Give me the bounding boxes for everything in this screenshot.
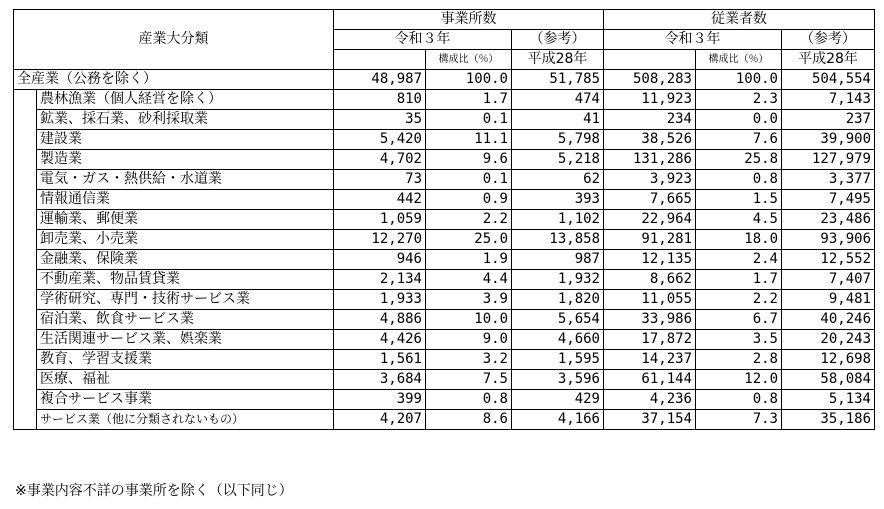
value-w-r3: 17,872 (604, 330, 696, 350)
value-e-h28: 3,596 (512, 370, 604, 390)
employees-header: 従業者数 (604, 10, 875, 30)
footnote: ※事業内容不詳の事業所を除く（以下同じ） (15, 483, 293, 499)
industry-label: 情報通信業 (37, 190, 334, 210)
indent-cell (14, 170, 37, 190)
table-row (14, 210, 875, 230)
value-w-h28: 12,552 (782, 250, 875, 270)
value-e-ratio: 0.9 (426, 190, 512, 210)
table-row (14, 230, 875, 250)
indent-cell (14, 230, 37, 250)
table-row (14, 90, 875, 110)
value-e-ratio: 3.2 (426, 350, 512, 370)
industry-label: 製造業 (37, 150, 334, 170)
table-row (14, 130, 875, 150)
industry-label: 運輸業、郵便業 (37, 210, 334, 230)
value-e-ratio: 3.9 (426, 290, 512, 310)
value-e-h28: 62 (512, 170, 604, 190)
value-e-h28: 41 (512, 110, 604, 130)
value-w-h28: 40,246 (782, 310, 875, 330)
value-e-ratio: 2.2 (426, 210, 512, 230)
industry-label: 卸売業、小売業 (37, 230, 334, 250)
value-e-r3: 12,270 (334, 230, 426, 250)
value-w-ratio: 1.7 (696, 270, 782, 290)
value-e-h28: 5,654 (512, 310, 604, 330)
value-w-ratio: 2.2 (696, 290, 782, 310)
value-w-r3: 234 (604, 110, 696, 130)
indent-cell (14, 410, 37, 430)
indent-cell (14, 110, 37, 130)
value-e-h28: 4,660 (512, 330, 604, 350)
table-row (14, 310, 875, 330)
value-w-ratio: 4.5 (696, 210, 782, 230)
total-row (14, 70, 875, 90)
value-w-h28: 7,407 (782, 270, 875, 290)
value-w-r3: 131,286 (604, 150, 696, 170)
total-establishments-h28: 51,785 (512, 70, 604, 90)
value-w-ratio: 0.8 (696, 390, 782, 410)
value-e-h28: 393 (512, 190, 604, 210)
value-w-r3: 37,154 (604, 410, 696, 430)
employees-ratio-header: 構成比（％） (696, 50, 782, 70)
establishments-header: 事業所数 (334, 10, 604, 30)
value-e-r3: 73 (334, 170, 426, 190)
table-row (14, 330, 875, 350)
value-w-r3: 12,135 (604, 250, 696, 270)
total-employees-ratio: 100.0 (696, 70, 782, 90)
industry-label: 医療、福祉 (37, 370, 334, 390)
value-e-ratio: 1.7 (426, 90, 512, 110)
employees-r3-header: 令和３年 (604, 30, 782, 50)
value-e-r3: 810 (334, 90, 426, 110)
indent-cell (14, 310, 37, 330)
value-w-r3: 14,237 (604, 350, 696, 370)
header-row-1 (14, 10, 875, 30)
value-e-h28: 13,858 (512, 230, 604, 250)
value-e-r3: 3,684 (334, 370, 426, 390)
value-e-ratio: 10.0 (426, 310, 512, 330)
total-employees-r3: 508,283 (604, 70, 696, 90)
value-w-ratio: 25.8 (696, 150, 782, 170)
value-w-ratio: 7.6 (696, 130, 782, 150)
value-e-h28: 987 (512, 250, 604, 270)
industry-label: 金融業、保険業 (37, 250, 334, 270)
value-w-ratio: 2.3 (696, 90, 782, 110)
value-w-h28: 39,900 (782, 130, 875, 150)
value-e-h28: 4,166 (512, 410, 604, 430)
value-w-ratio: 12.0 (696, 370, 782, 390)
value-e-r3: 4,886 (334, 310, 426, 330)
value-w-h28: 7,143 (782, 90, 875, 110)
value-w-r3: 61,144 (604, 370, 696, 390)
value-w-r3: 3,923 (604, 170, 696, 190)
value-w-h28: 93,906 (782, 230, 875, 250)
value-e-ratio: 11.1 (426, 130, 512, 150)
value-w-ratio: 2.4 (696, 250, 782, 270)
value-w-r3: 7,665 (604, 190, 696, 210)
employees-h28-header: 平成28年 (782, 50, 875, 70)
value-e-ratio: 9.6 (426, 150, 512, 170)
value-w-ratio: 7.3 (696, 410, 782, 430)
value-w-h28: 5,134 (782, 390, 875, 410)
total-employees-h28: 504,554 (782, 70, 875, 90)
indent-cell (14, 290, 37, 310)
establishments-h28-header: 平成28年 (512, 50, 604, 70)
value-e-r3: 4,207 (334, 410, 426, 430)
value-w-ratio: 3.5 (696, 330, 782, 350)
indent-cell (14, 270, 37, 290)
value-e-h28: 1,932 (512, 270, 604, 290)
value-e-ratio: 8.6 (426, 410, 512, 430)
industry-label: サービス業（他に分類されないもの） (37, 410, 334, 430)
industry-label: 複合サービス事業 (37, 390, 334, 410)
value-w-h28: 237 (782, 110, 875, 130)
industry-label: 宿泊業、飲食サービス業 (37, 310, 334, 330)
indent-cell (14, 190, 37, 210)
value-e-h28: 474 (512, 90, 604, 110)
value-e-ratio: 0.1 (426, 110, 512, 130)
industry-label: 農林漁業（個人経営を除く） (37, 90, 334, 110)
value-e-h28: 429 (512, 390, 604, 410)
establishments-ref-header: （参考） (512, 30, 604, 50)
industry-label: 生活関連サービス業、娯楽業 (37, 330, 334, 350)
value-e-r3: 2,134 (334, 270, 426, 290)
value-e-r3: 946 (334, 250, 426, 270)
value-e-ratio: 25.0 (426, 230, 512, 250)
value-w-r3: 11,923 (604, 90, 696, 110)
table-row (14, 410, 875, 430)
value-e-h28: 1,595 (512, 350, 604, 370)
table-row (14, 250, 875, 270)
total-establishments-ratio: 100.0 (426, 70, 512, 90)
value-e-ratio: 7.5 (426, 370, 512, 390)
value-e-r3: 442 (334, 190, 426, 210)
value-w-ratio: 0.8 (696, 170, 782, 190)
table-row (14, 170, 875, 190)
indent-cell (14, 210, 37, 230)
value-w-ratio: 2.8 (696, 350, 782, 370)
table-row (14, 370, 875, 390)
value-w-r3: 33,986 (604, 310, 696, 330)
value-w-r3: 11,055 (604, 290, 696, 310)
total-establishments-r3: 48,987 (334, 70, 426, 90)
value-e-r3: 1,933 (334, 290, 426, 310)
value-e-h28: 5,218 (512, 150, 604, 170)
table-row (14, 110, 875, 130)
table-row (14, 350, 875, 370)
value-w-ratio: 0.0 (696, 110, 782, 130)
table-row (14, 390, 875, 410)
value-w-h28: 9,481 (782, 290, 875, 310)
statistics-table (13, 9, 875, 430)
value-e-ratio: 0.8 (426, 390, 512, 410)
value-w-r3: 38,526 (604, 130, 696, 150)
indent-cell (14, 90, 37, 110)
value-e-ratio: 0.1 (426, 170, 512, 190)
value-w-h28: 3,377 (782, 170, 875, 190)
industry-label: 鉱業、採石業、砂利採取業 (37, 110, 334, 130)
indent-cell (14, 370, 37, 390)
value-w-h28: 7,495 (782, 190, 875, 210)
indent-cell (14, 390, 37, 410)
value-e-ratio: 9.0 (426, 330, 512, 350)
indent-cell (14, 150, 37, 170)
table-row (14, 150, 875, 170)
value-w-r3: 4,236 (604, 390, 696, 410)
value-w-r3: 91,281 (604, 230, 696, 250)
value-w-ratio: 6.7 (696, 310, 782, 330)
table-row (14, 290, 875, 310)
employees-ref-header: （参考） (782, 30, 875, 50)
value-e-r3: 399 (334, 390, 426, 410)
establishments-ratio-header: 構成比（％） (426, 50, 512, 70)
table-row (14, 270, 875, 290)
value-e-r3: 5,420 (334, 130, 426, 150)
indent-cell (14, 350, 37, 370)
total-label: 全産業（公務を除く） (14, 70, 334, 90)
indent-cell (14, 130, 37, 150)
value-w-h28: 12,698 (782, 350, 875, 370)
value-w-h28: 20,243 (782, 330, 875, 350)
value-w-h28: 58,084 (782, 370, 875, 390)
value-w-ratio: 1.5 (696, 190, 782, 210)
value-w-h28: 23,486 (782, 210, 875, 230)
value-e-r3: 1,059 (334, 210, 426, 230)
indent-cell (14, 330, 37, 350)
value-e-ratio: 1.9 (426, 250, 512, 270)
industry-label: 学術研究、専門・技術サービス業 (37, 290, 334, 310)
value-w-h28: 35,186 (782, 410, 875, 430)
industry-label: 教育、学習支援業 (37, 350, 334, 370)
indent-cell (14, 250, 37, 270)
value-e-r3: 4,702 (334, 150, 426, 170)
value-e-r3: 35 (334, 110, 426, 130)
value-w-r3: 22,964 (604, 210, 696, 230)
value-e-h28: 1,820 (512, 290, 604, 310)
industry-label: 不動産業、物品賃貸業 (37, 270, 334, 290)
table-row (14, 190, 875, 210)
value-e-ratio: 4.4 (426, 270, 512, 290)
value-w-r3: 8,662 (604, 270, 696, 290)
industry-label: 電気・ガス・熱供給・水道業 (37, 170, 334, 190)
value-w-ratio: 18.0 (696, 230, 782, 250)
industry-label: 建設業 (37, 130, 334, 150)
establishments-r3-header: 令和３年 (334, 30, 512, 50)
value-e-r3: 4,426 (334, 330, 426, 350)
industry-header: 産業大分類 (14, 10, 334, 70)
value-e-r3: 1,561 (334, 350, 426, 370)
value-w-h28: 127,979 (782, 150, 875, 170)
value-e-h28: 1,102 (512, 210, 604, 230)
value-e-h28: 5,798 (512, 130, 604, 150)
